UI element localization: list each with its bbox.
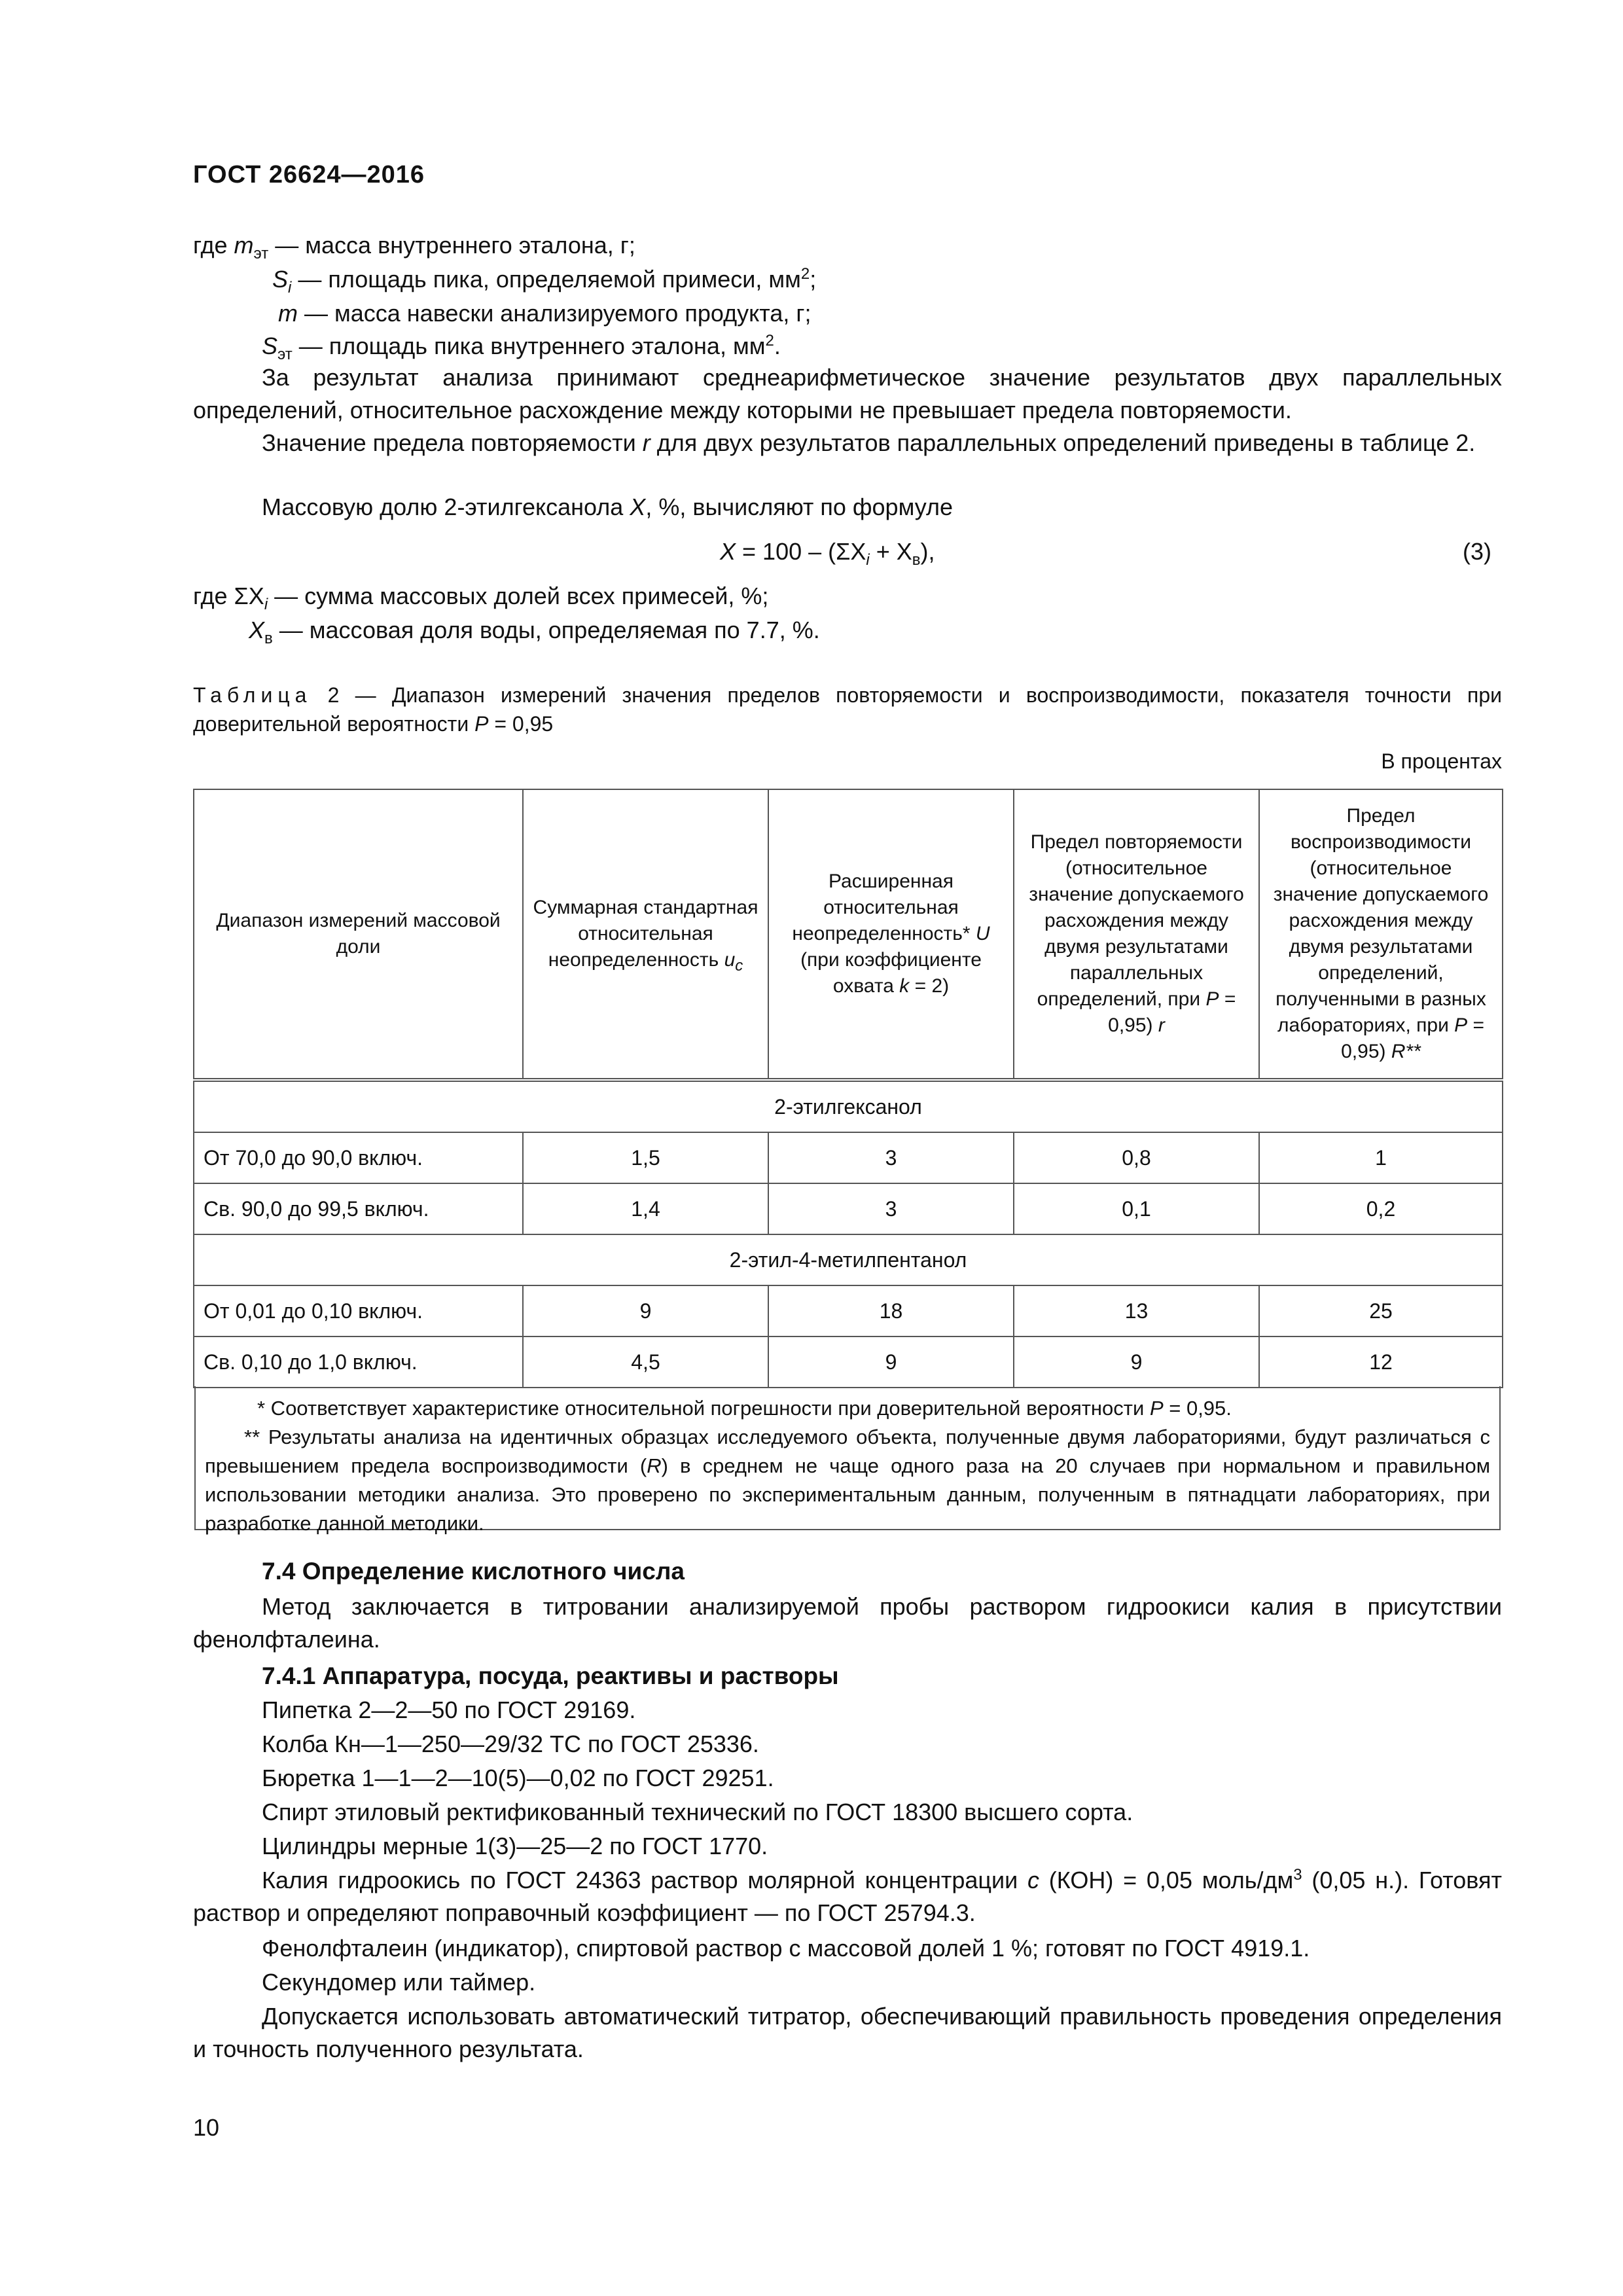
table-group-row: [194, 1234, 1503, 1285]
table-cell: 13: [1014, 1285, 1259, 1336]
group-2-ethyl-4-methylpentanol: 2-этил-4-метилпентанол: [194, 1234, 1503, 1285]
table-row: [194, 1132, 1503, 1183]
list-item: Пипетка 2—2—50 по ГОСТ 29169.: [262, 1696, 636, 1723]
where2-line-sum: где $\Sigma X_i$ — сумма массовых долей всех примесей, %;: [193, 583, 769, 614]
table-cell: 0,2: [1259, 1183, 1503, 1234]
group-2-ethylhexanol: 2-этилгексанол: [194, 1080, 1503, 1132]
paragraph-formula-intro: Массовую долю 2-этилгексанола X, %, вычисляют по формуле: [262, 493, 953, 520]
paragraph-7-4: Метод заключается в титровании анализируемой пробы раствором гидроокиси калия в присутствии фенолфталеина.: [193, 1593, 1502, 1653]
table-caption: Таблица 2 — Диапазон измерений значения пределов повторяемости и воспроизводимости, показателя точности при доверительной вероятности P = 0,95: [193, 683, 1502, 736]
where-line-si: $S_i$ — площадь пика, определяемой примеси, $мм^2$;: [272, 265, 817, 297]
table-cell: 0,1: [1014, 1183, 1259, 1234]
table-cell: 9: [523, 1285, 768, 1336]
list-item: Колба Кн—1—250—29/32 ТС по ГОСТ 25336.: [262, 1731, 759, 1757]
list-item: Калия гидроокись по ГОСТ 24363 раствор молярной концентрации с (КОН) = 0,05 моль/$дм^3$ (0,05 н.). Готовят раствор и определяют поправочный коэффициент — по ГОСТ 25794.3.: [193, 1866, 1502, 1926]
table-units: В процентах: [1381, 749, 1502, 773]
table-cell: 0,8: [1014, 1132, 1259, 1183]
table-cell: 1,5: [523, 1132, 768, 1183]
list-item: Бюретка 1—1—2—10(5)—0,02 по ГОСТ 29251.: [262, 1765, 774, 1791]
paragraph-result: За результат анализа принимают среднеарифметическое значение результатов двух параллельных определений, относительное расхождение между которыми не превышает предела повторяемости.: [193, 364, 1502, 423]
table-row: [194, 1336, 1503, 1388]
table-cell: Св. 90,0 до 99,5 включ.: [194, 1183, 523, 1234]
table-cell: 4,5: [523, 1336, 768, 1388]
table-cell: 12: [1259, 1336, 1503, 1388]
table-cell: 1: [1259, 1132, 1503, 1183]
header-repeatability-limit: Предел повторяемости (относительное значение допускаемого расхождения между двумя результатами параллельных определений, при P = 0,95) r: [1014, 789, 1259, 1080]
table-row: [194, 1285, 1503, 1336]
table-note-1: * Соответствует характеристике относительной погрешности при доверительной вероятности P = 0,95.: [257, 1397, 1232, 1420]
table-cell: 9: [1014, 1336, 1259, 1388]
table-cell: 3: [768, 1132, 1014, 1183]
header-expanded-uncertainty: Расширенная относительная неопределенность* U (при коэффициенте охвата k = 2): [768, 789, 1014, 1080]
table-cell: 9: [768, 1336, 1014, 1388]
section-7-4-1-heading: 7.4.1 Аппаратура, посуда, реактивы и растворы: [262, 1662, 839, 1689]
table-group-row: [194, 1080, 1503, 1132]
paragraph-repeatability: Значение предела повторяемости r для двух результатов параллельных определений приведены в таблице 2.: [262, 429, 1476, 456]
document-code-header: ГОСТ 26624—2016: [193, 161, 425, 188]
table-note-2: ** Результаты анализа на идентичных образцах исследуемого объекта, полученные двумя лабораториями, будут различаться с превышением предела воспроизводимости (R) в среднем не чаще одного раза на 20 случаев при нормальном и правильном использовании методики анализа. Это проверено по экспериментальным данным, полученным в пятнадцати лабораториях, при разработке данной методики.: [205, 1426, 1491, 1535]
table-row: [194, 1183, 1503, 1234]
list-item: Допускается использовать автоматический титратор, обеспечивающий правильность проведения определения и точность полученного результата.: [193, 2003, 1502, 2062]
table-notes: [194, 1386, 1501, 1535]
where2-line-xv: $X_в$ — массовая доля воды, определяемая по 7.7, %.: [249, 617, 820, 648]
where-line-s-et: $S_{эт}$ — площадь пика внутреннего эталона, $мм^2$.: [262, 332, 781, 364]
table-cell: Св. 0,10 до 1,0 включ.: [194, 1336, 523, 1388]
table-cell: 3: [768, 1183, 1014, 1234]
where-line-m-et: где $m_{эт}$ — масса внутреннего эталона, г;: [193, 232, 635, 263]
table-cell: 25: [1259, 1285, 1503, 1336]
formula-3: $X = 100 - (\Sigma X_i + X_в)$,: [720, 538, 935, 569]
list-item: Фенолфталеин (индикатор), спиртовой раствор с массовой долей 1 %; готовят по ГОСТ 4919.1.: [262, 1935, 1310, 1962]
list-item: Спирт этиловый ректификованный технический по ГОСТ 18300 высшего сорта.: [262, 1799, 1133, 1825]
section-7-4-heading: 7.4 Определение кислотного числа: [262, 1558, 685, 1585]
where-line-m: m — масса навески анализируемого продукта, г;: [278, 300, 812, 327]
table-cell: От 70,0 до 90,0 включ.: [194, 1132, 523, 1183]
header-range: Диапазон измерений массовой доли: [194, 789, 523, 1080]
header-standard-uncertainty: Суммарная стандартная относительная неопределенность $u_c$: [523, 789, 768, 1080]
page-number: 10: [193, 2114, 220, 2141]
list-item: Секундомер или таймер.: [262, 1969, 536, 1996]
precision-table: [193, 789, 1503, 1388]
table-cell: 18: [768, 1285, 1014, 1336]
table-header-row: [194, 789, 1503, 1080]
list-item: Цилиндры мерные 1(3)—25—2 по ГОСТ 1770.: [262, 1833, 768, 1859]
header-reproducibility-limit: Предел воспроизводимости (относительное значение допускаемого расхождения между двумя результатами определений, полученными в разных лабораториях, при P = 0,95) R**: [1259, 789, 1503, 1080]
formula-number: (3): [1463, 538, 1491, 565]
table-cell: 1,4: [523, 1183, 768, 1234]
table-cell: От 0,01 до 0,10 включ.: [194, 1285, 523, 1336]
